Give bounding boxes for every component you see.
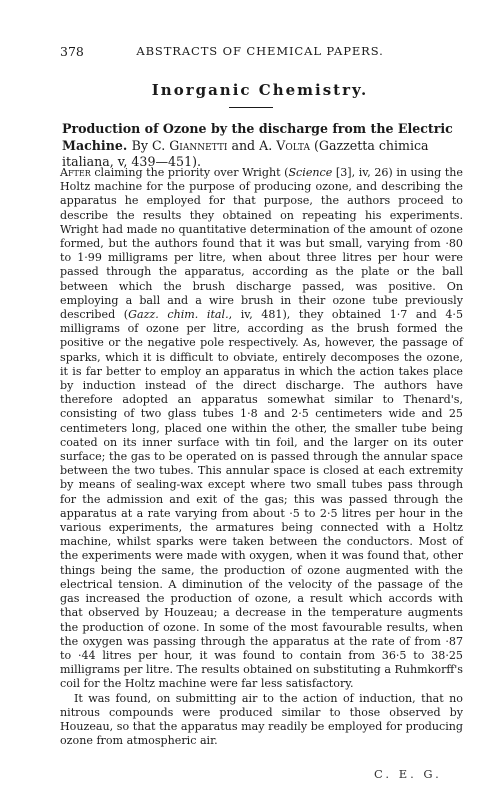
byline-prefix: By C. (131, 137, 166, 153)
running-head (60, 44, 460, 62)
paragraph-1-text-b: [3], iv, 26) in using the Holtz machine for the purpose of producing ozone, and describing the apparatus he employed for that purpose, the authors proceed to describe the results they obtained on repeating his experiments. Wright had made no quantitative determination of the amount of ozone formed, but the authors found that it was but small, varying from ·80 to 1·99 milligrams per litre, when about three litres per hour were passed through the apparatus, according as the plate or the ball between which the brush discharge passed, was positive. On employing a ball and a wire brush in their ozone tube previously described ( (60, 166, 463, 322)
journal-title: ABSTRACTS OF CHEMICAL PAPERS. (136, 44, 384, 58)
paragraph-1-text-a: claiming the priority over Wright ( (90, 166, 289, 179)
paragraph-1 (60, 166, 463, 692)
author-volta: Volta (276, 137, 310, 153)
author-giannetti: Giannetti (169, 137, 228, 153)
article-heading (62, 121, 462, 171)
reference-gazz-chim-ital: Gazz. chim. ital. (128, 308, 229, 322)
article-citation: (Gazzetta chimica italiana, v, 439—451). (62, 137, 429, 169)
page-number: 378 (60, 44, 84, 59)
paragraph-1-text-c: , iv, 481), they obtained 1·7 and 4·5 milligrams of ozone per litre, according as the brush formed the positive or the negative pole respectively. As, however, the passage of sparks, which it is difficult to obviate, entirely decomposes the ozone, it is far better to employ an apparatus in which the action takes place by induction instead of the direct discharge. The authors have therefore adopted an apparatus somewhat similar to Thenard's, consisting of two glass tubes 1·8 and 2·5 centimeters wide and 25 centimeters long, placed one within the other, the smaller tube being coated on its inner surface with tin foil, and the larger on its outer surface; the gas to be operated on is passed through the annular space between the two tubes. This annular space is closed at each extremity by means of sealing-wax except where two small tubes pass through for the admission and exit of the gas; this was passed through the apparatus at a rate varying from about ·5 to 2·5 litres per hour in the various experiments, the armatures being connected with a Holtz machine, whilst sparks were taken between the conductors. Most of the experiments were made with oxygen, when it was found that, other things being the same, the production of ozone augmented with the electrical tension. A diminution of the velocity of the passage of the gas increased the production of ozone, a result which accords with that observed by Houzeau; a decrease in the temperature augments the production of ozone. In some of the most favourable results, when the oxygen was passing through the apparatus at the rate of from ·87 to ·44 litres per hour, it was found to contain from 36·5 to 38·25 milligrams per litre. The results obtained on substituting a Ruhmkorff's coil for the Holtz machine were far less satisfactory. (60, 308, 463, 691)
section-title: Inorganic Chemistry. (151, 81, 369, 99)
paragraph-2: It was found, on submitting air to the action of induction, that no nitrous compounds were produced similar to those observed by Houzeau, so that the apparatus may readily be employed for producing ozone from atmospheric air. (60, 691, 463, 748)
reference-science: Science (288, 166, 333, 179)
article-title: Production of Ozone by the discharge from the Electric Machine. (62, 121, 453, 153)
article-body (60, 166, 463, 748)
byline-and: and A. (231, 137, 273, 153)
section-divider (229, 107, 273, 108)
paragraph-lead: After (60, 166, 91, 179)
abstractor-signature: C. E. G. (374, 767, 442, 781)
